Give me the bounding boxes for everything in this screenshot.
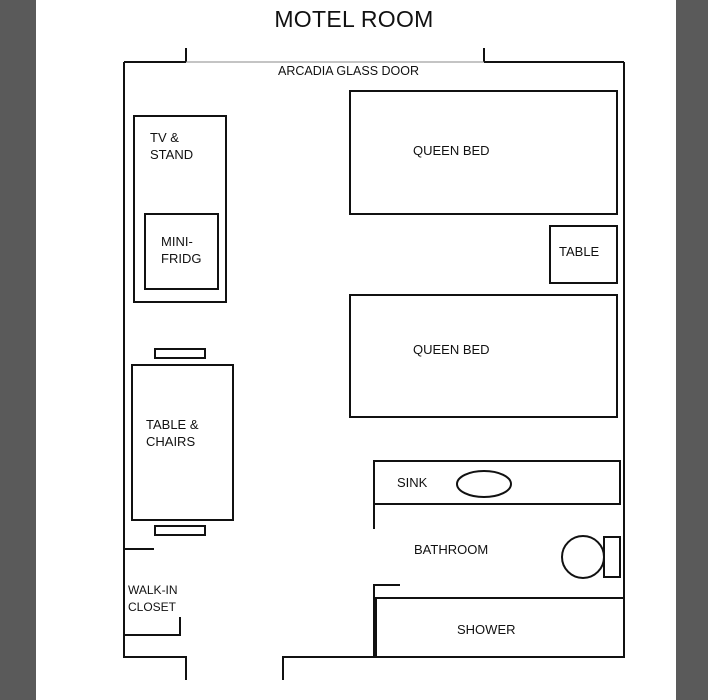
sink-label: SINK: [397, 475, 428, 490]
sink-basin: [457, 471, 511, 497]
toilet-tank: [604, 537, 620, 577]
table-label: TABLE: [559, 244, 600, 259]
wall-top-left: [124, 48, 186, 62]
tv-stand-label: TV & STAND: [150, 130, 194, 162]
bathroom-label: BATHROOM: [414, 542, 489, 557]
chair-top: [155, 349, 205, 358]
toilet-bowl: [562, 536, 604, 578]
bathroom-wall-lower: [374, 585, 400, 657]
wall-top-right: [484, 48, 624, 62]
queen-bed-2-label: QUEEN BED: [413, 342, 490, 357]
door-label: ARCADIA GLASS DOOR: [278, 64, 420, 78]
chair-bottom: [155, 526, 205, 535]
closet-label: WALK-IN CLOSET: [128, 583, 178, 614]
table-chairs-label: TABLE & CHAIRS: [146, 417, 199, 449]
shower-label: SHOWER: [457, 622, 516, 637]
mini-fridge-label: MINI- FRIDG: [161, 234, 202, 266]
queen-bed-1-label: QUEEN BED: [413, 143, 490, 158]
wall-bottom-right: [283, 657, 624, 680]
plan-title: MOTEL ROOM: [274, 6, 434, 32]
